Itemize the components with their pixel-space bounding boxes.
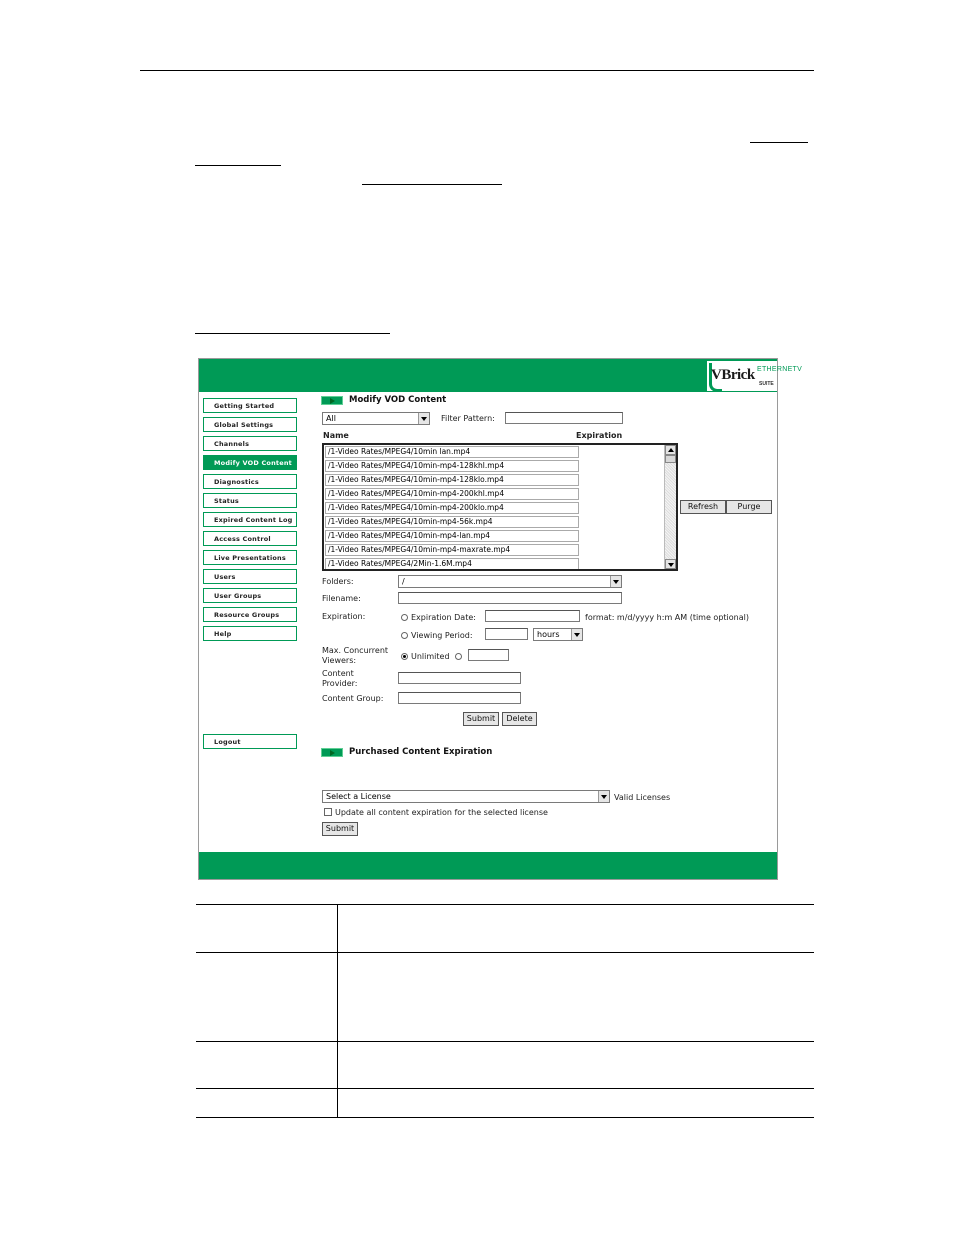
section-arrow-icon [321,748,343,757]
list-item[interactable]: /1-Video Rates/MPEG4/10min-mp4-maxrate.mp4 [325,544,579,556]
max-viewers-input[interactable] [468,649,509,661]
list-item[interactable]: /1-Video Rates/MPEG4/10min-mp4-56k.mp4 [325,516,579,528]
folders-select[interactable] [398,575,622,588]
viewing-period-label: Viewing Period: [411,631,473,640]
list-item[interactable]: /1-Video Rates/MPEG4/10min-mp4-200klo.mp4 [325,502,579,514]
provider-label-1: Content [322,669,354,678]
list-scrollbar[interactable] [664,445,676,569]
update-all-label: Update all content expiration for the selected license [335,808,548,817]
max-viewers-label-2: Viewers: [322,656,357,665]
unlimited-radio[interactable] [401,653,408,660]
sidebar-item-modify-vod-content[interactable]: Modify VOD Content [203,455,297,470]
list-item[interactable]: /1-Video Rates/MPEG4/10min-mp4-200khl.mp4 [325,488,579,500]
vbrick-logo [707,361,803,391]
expiration-label: Expiration: [322,612,366,621]
column-name-header: Name [323,431,349,440]
expiration-date-label: Expiration Date: [411,613,476,622]
unlimited-label: Unlimited [411,652,450,661]
purchased-section-title: Purchased Content Expiration [349,747,493,757]
license-select[interactable] [322,790,610,803]
sidebar-item-diagnostics[interactable]: Diagnostics [203,474,297,489]
filter-pattern-label: Filter Pattern: [441,414,495,423]
valid-licenses-label: Valid Licenses [614,793,671,802]
table-column-divider [337,904,338,1118]
sidebar-item-status[interactable]: Status [203,493,297,508]
bottom-banner [199,852,777,879]
expiration-date-radio[interactable] [401,614,408,621]
doc-link-3[interactable] [362,184,502,185]
purge-button[interactable]: Purge [726,500,772,514]
content-group-input[interactable] [398,692,521,704]
sidebar-item-resource-groups[interactable]: Resource Groups [203,607,297,622]
chevron-down-icon [610,576,621,587]
folders-label: Folders: [322,577,354,586]
list-item[interactable]: /1-Video Rates/MPEG4/2Min-1.6M.mp4 [325,558,579,570]
vod-section-title: Modify VOD Content [349,395,447,405]
table-rule-top [196,904,814,905]
list-item[interactable]: /1-Video Rates/MPEG4/10min-mp4-128klo.mp4 [325,474,579,486]
max-viewers-label-1: Max. Concurrent [322,646,389,655]
filter-pattern-input[interactable] [505,412,623,424]
header-rule [140,70,814,71]
sidebar-item-global-settings[interactable]: Global Settings [203,417,297,432]
period-unit-value: hours [537,630,560,639]
scroll-down-icon[interactable] [665,559,676,569]
filter-select[interactable] [322,412,430,425]
doc-link-1[interactable] [750,142,808,143]
content-group-label: Content Group: [322,694,384,703]
list-item[interactable]: /1-Video Rates/MPEG4/10min-mp4-lan.mp4 [325,530,579,542]
provider-label-2: Provider: [322,679,358,688]
chevron-down-icon [418,413,429,424]
table-rule-bottom [196,1117,814,1118]
expiration-date-input[interactable] [485,610,580,622]
delete-button[interactable]: Delete [502,712,537,726]
folders-select-value: / [402,577,405,586]
column-expiration-header: Expiration [576,431,623,440]
sidebar-item-users[interactable]: Users [203,569,297,584]
chevron-down-icon [571,629,582,640]
logo-product: ETHERNETV [757,366,803,373]
refresh-button[interactable]: Refresh [680,500,726,514]
doc-link-2[interactable] [195,165,281,166]
license-submit-button[interactable]: Submit [322,822,358,836]
scroll-up-icon[interactable] [665,445,676,455]
filename-input[interactable] [398,592,622,604]
sidebar-item-getting-started[interactable]: Getting Started [203,398,297,413]
update-all-checkbox[interactable] [324,808,332,816]
vod-app-window [198,358,803,880]
sidebar-item-access-control[interactable]: Access Control [203,531,297,546]
doc-link-4[interactable] [195,333,390,334]
period-unit-select[interactable] [533,628,583,641]
vod-file-list[interactable] [322,443,678,571]
submit-button[interactable]: Submit [463,712,499,726]
sidebar-item-user-groups[interactable]: User Groups [203,588,297,603]
table-rule [196,1041,814,1042]
viewing-period-radio[interactable] [401,632,408,639]
sidebar-item-live-presentations[interactable]: Live Presentations [203,550,297,565]
top-banner [199,359,803,392]
table-rule [196,1088,814,1089]
provider-input[interactable] [398,672,521,684]
list-item[interactable]: /1-Video Rates/MPEG4/10min lan.mp4 [325,446,579,458]
sidebar-item-expired-content-log[interactable]: Expired Content Log [203,512,297,527]
filter-select-value: All [326,414,336,423]
sidebar-item-channels[interactable]: Channels [203,436,297,451]
chevron-down-icon [598,791,609,802]
license-select-value: Select a License [326,792,391,801]
filename-label: Filename: [322,594,361,603]
viewing-period-input[interactable] [485,628,528,640]
list-item[interactable]: /1-Video Rates/MPEG4/10min-mp4-128khl.mp4 [325,460,579,472]
limited-viewers-radio[interactable] [455,653,462,660]
scroll-thumb[interactable] [665,455,676,463]
section-arrow-icon [321,396,343,405]
logo-suite: SUITE [759,381,774,387]
sidebar-item-help[interactable]: Help [203,626,297,641]
logout-button[interactable]: Logout [203,734,297,749]
table-rule [196,952,814,953]
date-format-hint: format: m/d/yyyy h:m AM (time optional) [585,613,749,622]
logo-brand: VBrick [711,367,755,383]
